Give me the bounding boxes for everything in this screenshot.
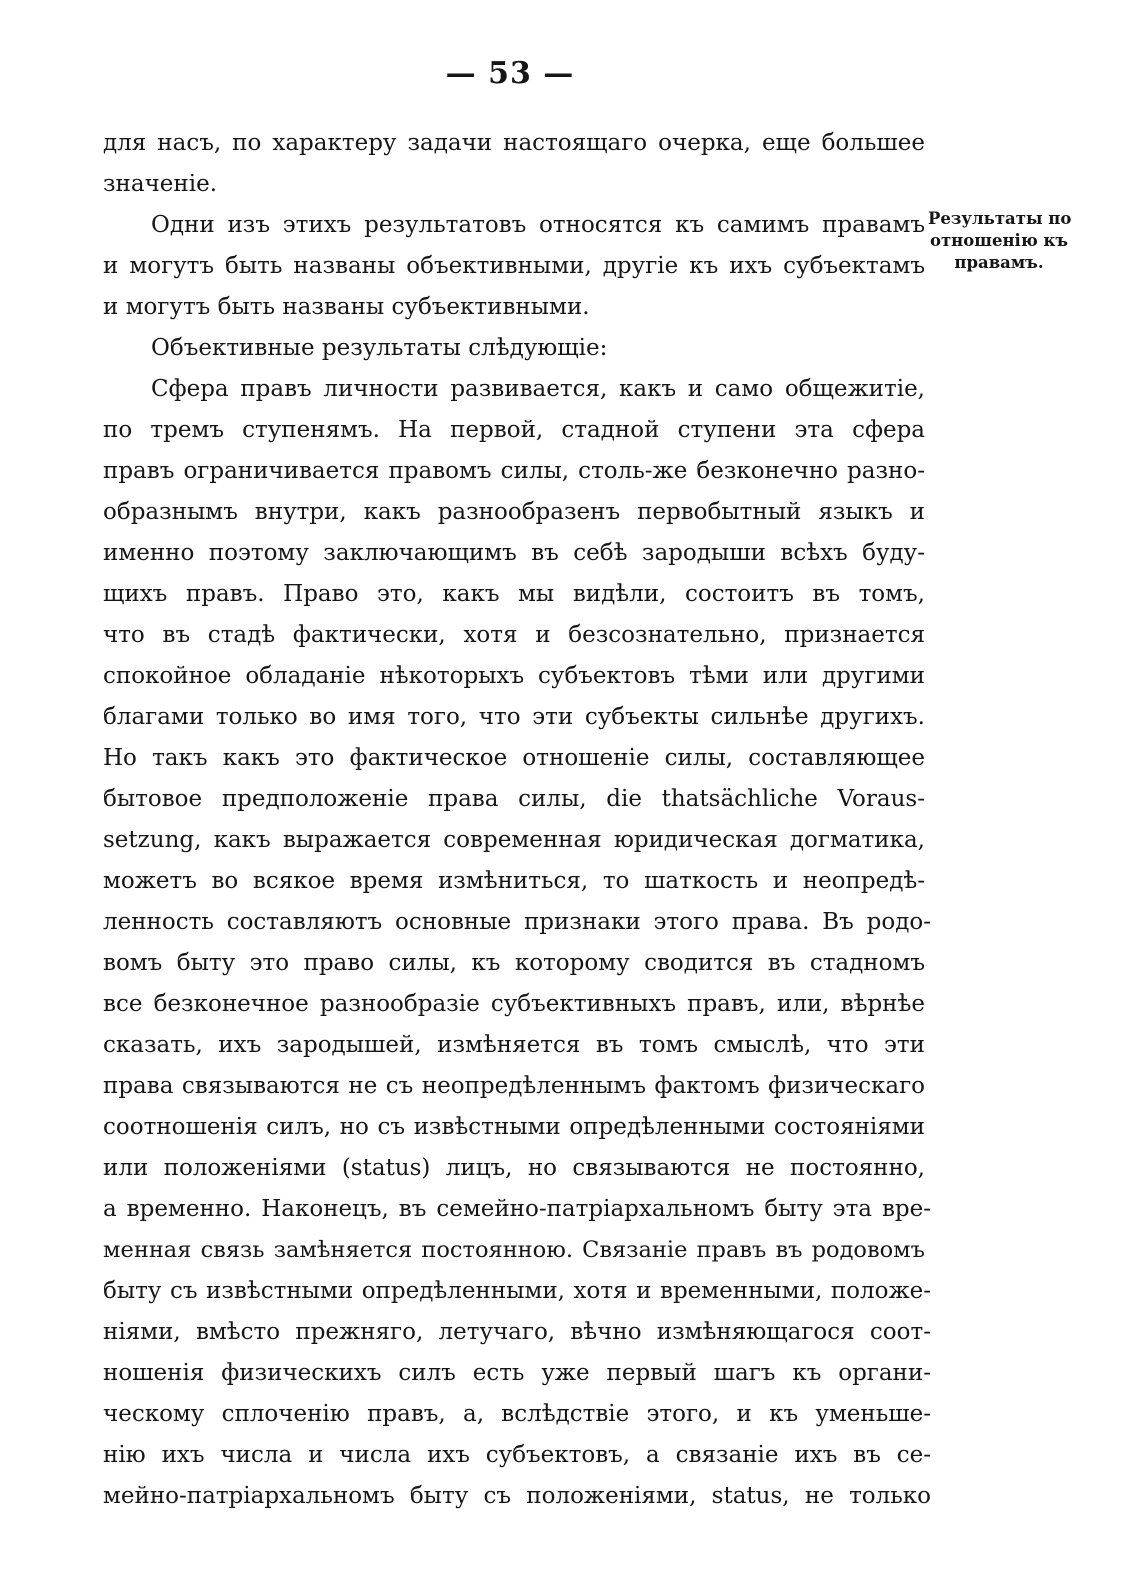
text-line: ческому сплоченію правъ, а, вслѣдствіе этого, и къ уменьше- xyxy=(103,1401,931,1427)
text-line: или положеніями (status) лицъ, но связываются не постоянно, xyxy=(103,1155,925,1181)
text-line: можетъ во всякое время измѣниться, то шаткость и неопредѣ- xyxy=(103,868,925,894)
margin-note-line: отношенію къ xyxy=(929,231,1069,250)
margin-note xyxy=(928,208,1070,274)
page-number: — 53 — xyxy=(445,56,575,91)
text-line: и могутъ быть названы объективными, другіе къ ихъ субъектамъ xyxy=(103,253,925,279)
text-line: щихъ правъ. Право это, какъ мы видѣли, состоитъ въ томъ, xyxy=(103,581,925,607)
margin-note-line: Результаты по xyxy=(928,209,1072,228)
text-line: значеніе. xyxy=(103,171,218,197)
text-line: мейно-патріархальномъ быту съ положеніями, status, не только xyxy=(103,1483,931,1509)
text-line: права связываются не съ неопредѣленнымъ фактомъ физическаго xyxy=(103,1073,925,1099)
text-line: setzung, какъ выражается современная юридическая догматика, xyxy=(103,827,925,853)
text-line: сказать, ихъ зародышей, измѣняется въ томъ смыслѣ, что эти xyxy=(103,1032,925,1058)
text-line: образнымъ внутри, какъ разнообразенъ первобытный языкъ и xyxy=(103,499,925,525)
text-line: спокойное обладаніе нѣкоторыхъ субъектовъ тѣми или другими xyxy=(103,663,925,689)
text-line: благами только во имя того, что эти субъекты сильнѣе другихъ. xyxy=(103,704,925,730)
margin-note-line: правамъ. xyxy=(954,253,1044,272)
text-line: именно поэтому заключающимъ въ себѣ зародыши всѣхъ буду- xyxy=(103,540,925,566)
text-line: ніями, вмѣсто прежняго, летучаго, вѣчно измѣняющагося соот- xyxy=(103,1319,931,1345)
text-line: по тремъ ступенямъ. На первой, стадной ступени эта сфера xyxy=(103,417,925,443)
text-line: менная связь замѣняется постоянною. Связаніе правъ въ родовомъ xyxy=(103,1237,925,1263)
text-line: Объективные результаты слѣдующіе: xyxy=(151,335,608,361)
text-line: Одни изъ этихъ результатовъ относятся къ самимъ правамъ xyxy=(151,212,925,238)
text-line: Сфера правъ личности развивается, какъ и само общежитіе, xyxy=(151,376,925,402)
text-line: нію ихъ числа и числа ихъ субъектовъ, а связаніе ихъ въ се- xyxy=(103,1442,931,1468)
text-line: Но такъ какъ это фактическое отношеніе силы, составляющее xyxy=(103,745,925,771)
text-line: бытовое предположеніе права силы, die thatsächliche Voraus- xyxy=(103,786,925,812)
text-line: вомъ быту это право силы, къ которому сводится въ стадномъ xyxy=(103,950,925,976)
text-line: правъ ограничивается правомъ силы, столь-же безконечно разно- xyxy=(103,458,925,484)
text-line: быту съ извѣстными опредѣленными, хотя и временными, положе- xyxy=(103,1278,931,1304)
text-line: и могутъ быть названы субъективными. xyxy=(103,294,590,320)
text-line: все безконечное разнообразіе субъективныхъ правъ, или, вѣрнѣе xyxy=(103,991,925,1017)
text-line: что въ стадѣ фактически, хотя и безсознательно, признается xyxy=(103,622,925,648)
text-line: а временно. Наконецъ, въ семейно-патріархальномъ быту эта вре- xyxy=(103,1196,931,1222)
text-line: ношенія физическихъ силъ есть уже первый шагъ къ органи- xyxy=(103,1360,931,1386)
text-line: для насъ, по характеру задачи настоящаго очерка, еще большее xyxy=(103,130,925,156)
text-line: ленность составляютъ основные признаки этого права. Въ родо- xyxy=(103,909,931,935)
text-line: соотношенія силъ, но съ извѣстными опредѣленными состояніями xyxy=(103,1114,925,1140)
